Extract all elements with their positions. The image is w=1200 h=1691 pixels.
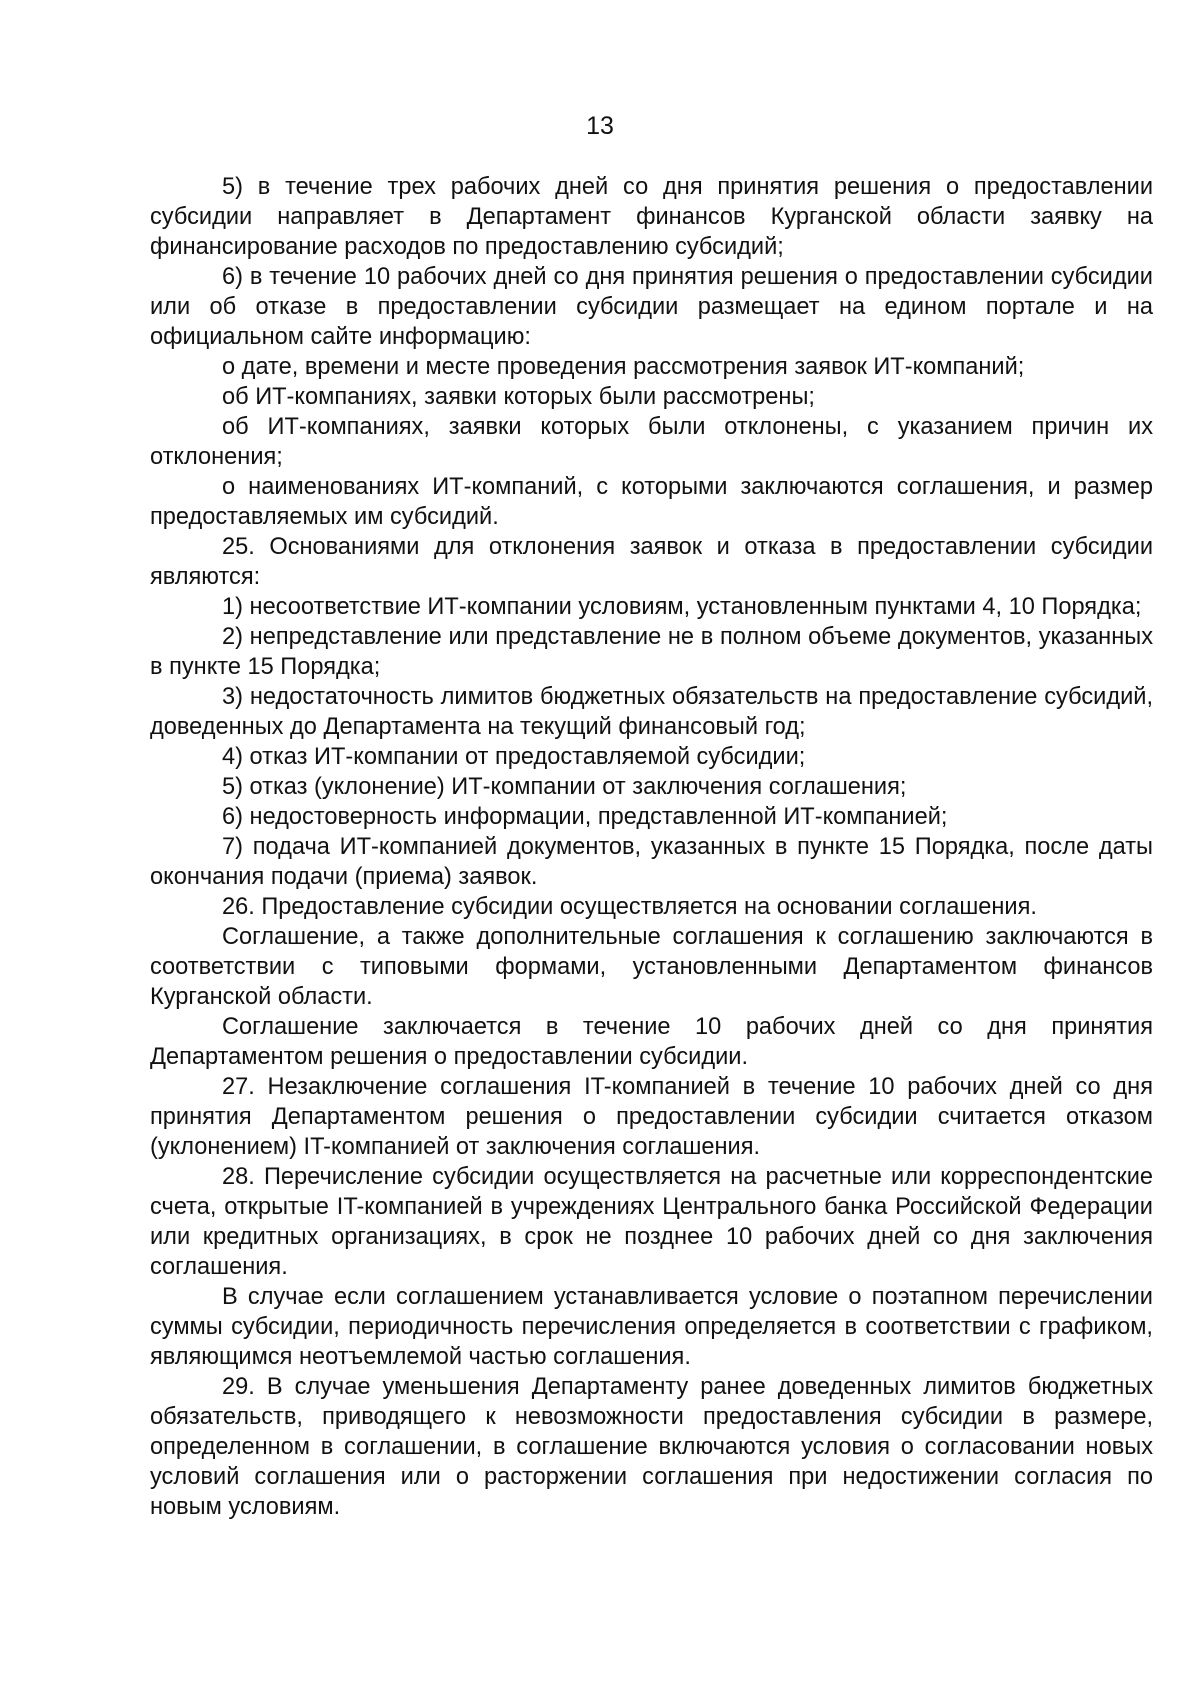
- agreement-term: Соглашение заключается в течение 10 рабочих дней со дня принятия Департаментом решения о предоставлении субсидии.: [150, 1014, 1153, 1070]
- paragraph-25: 25. Основаниями для отклонения заявок и отказа в предоставлении субсидии являются:: [150, 534, 1153, 590]
- ground-1: 1) несоответствие ИТ-компании условиям, установленным пунктами 4, 10 Порядка;: [222, 594, 1142, 620]
- paragraph-item-6: 6) в течение 10 рабочих дней со дня принятия решения о предоставлении субсидии или об отказе в предоставлении субсидии размещает на едином портале и на официальном сайте информацию:: [150, 264, 1153, 350]
- ground-2: 2) непредставление или представление не в полном объеме документов, указанных в пункте 15 Порядка;: [150, 624, 1153, 680]
- paragraph-27: 27. Незаключение соглашения IT-компанией в течение 10 рабочих дней со дня принятия Департаментом решения о предоставлении субсидии считается отказом (уклонением) IT-компанией от заключения соглашения.: [150, 1074, 1153, 1160]
- paragraph-26: 26. Предоставление субсидии осуществляется на основании соглашения.: [222, 894, 1037, 920]
- ground-6: 6) недостоверность информации, представленной ИТ-компанией;: [222, 804, 948, 830]
- ground-3: 3) недостаточность лимитов бюджетных обязательств на предоставление субсидий, доведенных до Департамента на текущий финансовый год;: [150, 684, 1153, 740]
- page-number: 13: [586, 112, 614, 140]
- document-body: [150, 172, 1153, 1522]
- paragraph-item-5: 5) в течение трех рабочих дней со дня принятия решения о предоставлении субсидии направляет в Департамент финансов Курганской области заявку на финансирование расходов по предоставлению субсидий;: [150, 174, 1153, 260]
- ground-5: 5) отказ (уклонение) ИТ-компании от заключения соглашения;: [222, 774, 907, 800]
- ground-7: 7) подача ИТ-компанией документов, указанных в пункте 15 Порядка, после даты окончания подачи (приема) заявок.: [150, 834, 1153, 890]
- ground-4: 4) отказ ИТ-компании от предоставляемой субсидии;: [222, 744, 806, 770]
- agreement-forms: Соглашение, а также дополнительные соглашения к соглашению заключаются в соответствии с типовыми формами, установленными Департаментом финансов Курганской области.: [150, 924, 1153, 1010]
- info-date-time-place: о дате, времени и месте проведения рассмотрения заявок ИТ-компаний;: [222, 354, 1025, 380]
- info-reviewed-companies: об ИТ-компаниях, заявки которых были рассмотрены;: [222, 384, 815, 410]
- paragraph-29: 29. В случае уменьшения Департаменту ранее доведенных лимитов бюджетных обязательств, приводящего к невозможности предоставления субсидии в размере, определенном в соглашении, в соглашение включаются условия о согласовании новых условий соглашения или о расторжении соглашения при недостижении согласия по новым условиям.: [150, 1374, 1153, 1520]
- info-rejected-companies: об ИТ-компаниях, заявки которых были отклонены, с указанием причин их отклонения;: [150, 414, 1153, 470]
- staged-transfer: В случае если соглашением устанавливается условие о поэтапном перечислении суммы субсидии, периодичность перечисления определяется в соответствии с графиком, являющимся неотъемлемой частью соглашения.: [150, 1284, 1153, 1370]
- info-agreement-companies: о наименованиях ИТ-компаний, с которыми заключаются соглашения, и размер предоставляемых им субсидий.: [150, 474, 1153, 530]
- paragraph-28: 28. Перечисление субсидии осуществляется на расчетные или корреспондентские счета, открытые IT-компанией в учреждениях Центрального банка Российской Федерации или кредитных организациях, в срок не позднее 10 рабочих дней со дня заключения соглашения.: [150, 1164, 1153, 1280]
